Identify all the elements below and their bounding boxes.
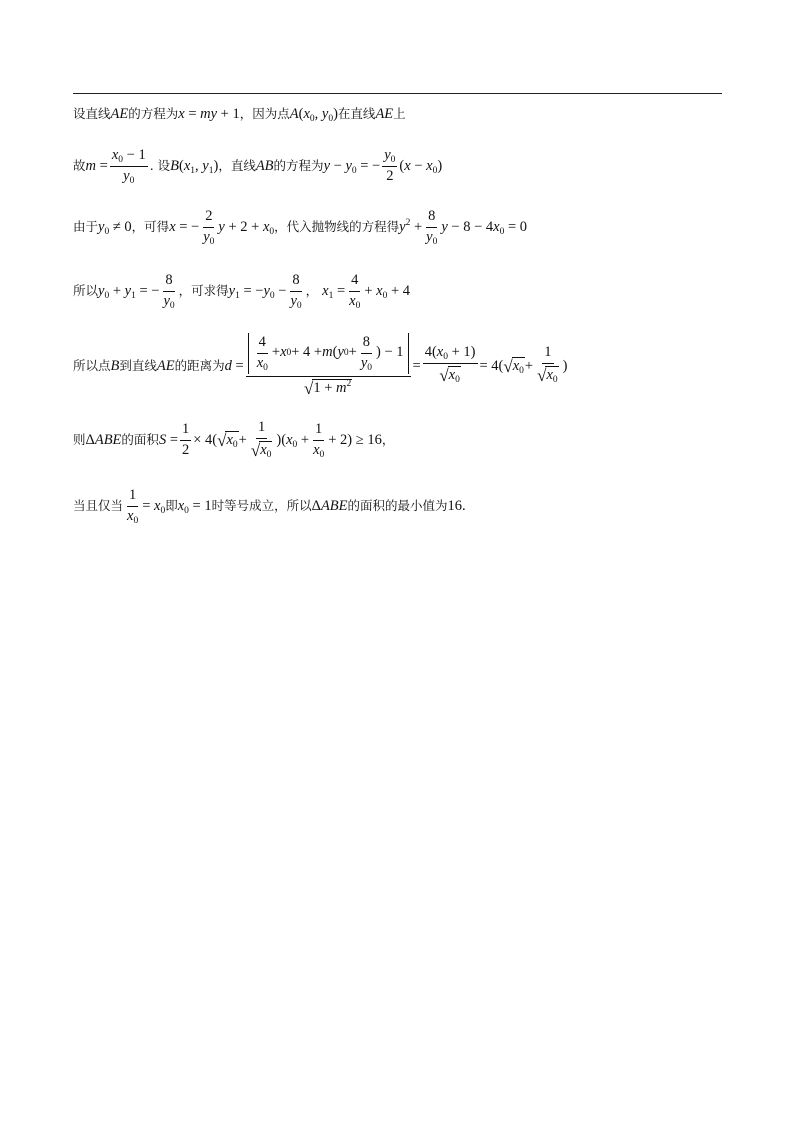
fraction: $\frac{x_0 - 1}{y_0}$ bbox=[111, 147, 146, 186]
fraction: 1 √ $x_0$ bbox=[537, 344, 558, 386]
fraction: $\frac{4}{x_0}$ bbox=[349, 272, 361, 311]
solution-line-3: 由于 $y_0 \ne 0$ ，可得 x = − $\frac{2}{y_0}$ $y + 2 + x_0$ ，代入抛物线的方程得 $y^2$ + $\frac{8}{y_0}$ $y - 8 - 4x_0 = 0$ bbox=[73, 208, 528, 247]
fraction: $\frac{2}{y_0}$ bbox=[203, 208, 215, 247]
solution-line-6: 则 ΔABE 的面积 S = $\frac{1}{2}$ × 4( √ $x_0$ + 1 √ $x_0$ )($x_0$ + $\frac{1}{x_0}$ + 2) ≥ 16 ， bbox=[73, 419, 395, 460]
fraction: $\frac{8}{y_0}$ bbox=[163, 272, 175, 311]
fraction: 1 √ $x_0$ bbox=[250, 419, 272, 460]
fraction: $\frac{8}{y_0}$ bbox=[290, 272, 302, 311]
solution-line-7: 当且仅当 $\frac{1}{x_0}$ = $x_0$ 即 $x_0 = 1$ 时等号成立，所以 ΔABE 的面积的最小值为 16 . bbox=[73, 487, 466, 526]
fraction: $\frac{1}{x_0}$ bbox=[313, 420, 325, 460]
solution-line-5: 所以点 B 到直线 AE 的距离为 d = $\frac{4}{x_0}$ + x 0 + 4 + m ( y 0 + $\frac{8}{y_0}$ ) − 1 √ $1 + m^2$ = $4(x_0 + 1)$ √ $x_0$ = 4( √ $x_0$ + 1 √ $x_0$ ) bbox=[73, 334, 568, 398]
fraction: $\frac{1}{x_0}$ bbox=[127, 487, 139, 526]
fraction: $\frac{1}{2}$ bbox=[182, 420, 190, 458]
fraction: $\frac{8}{y_0}$ bbox=[426, 208, 438, 247]
distance-fraction: $\frac{4}{x_0}$ + x 0 + 4 + m ( y 0 + $\frac{8}{y_0}$ ) − 1 √ $1 + m^2$ bbox=[246, 333, 411, 399]
header-rule bbox=[73, 93, 722, 94]
fraction: $4(x_0 + 1)$ √ $x_0$ bbox=[424, 344, 476, 386]
fraction: $\frac{y_0}{2}$ bbox=[384, 147, 396, 184]
solution-line-1: 设直线 AE 的方程为 x = my + 1 ，因为点 $A(x_0$, $y_0$) 在直线 AE 上 bbox=[73, 106, 406, 124]
solution-line-2: 故 m = $\frac{x_0 - 1}{y_0}$ . 设 $B(x_1$, $y_1$) ，直线 AB 的方程为 $y - y_0$ = − $\frac{y_0}{2}$ $(x - x_0)$ bbox=[73, 147, 443, 186]
solution-line-4: 所以 $y_0 + y_1$ = − $\frac{8}{y_0}$ ，可求得 $y_1 = -y_0$ − $\frac{8}{y_0}$ ， $x_1$ = $\frac{4}{x_0}$ + $x_0 + 4$ bbox=[73, 272, 411, 311]
